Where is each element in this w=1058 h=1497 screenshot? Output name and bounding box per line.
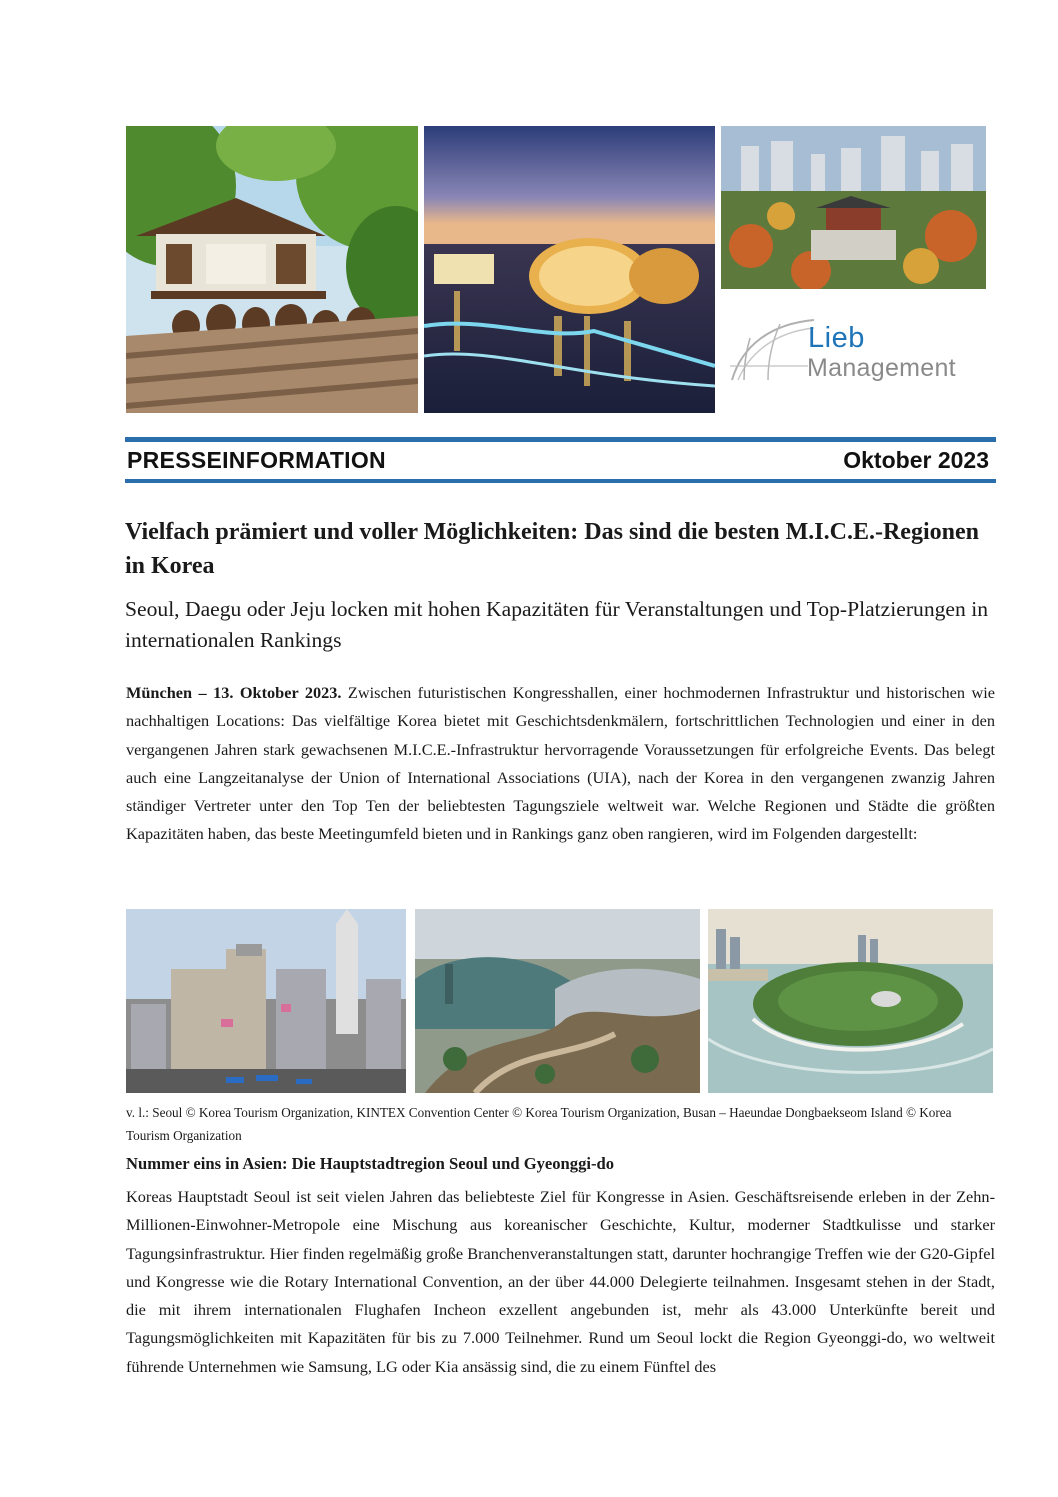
photo-hanok-house bbox=[126, 126, 418, 413]
dateline: München – 13. Oktober 2023. bbox=[126, 683, 342, 702]
intro-text: Zwischen futuristischen Kongresshallen, einer hochmodernen Infrastruktur und historischen wie nachhaltigen Locations: Das vielfältige Korea bietet mit Geschichtsdenkmälern, fortschrittlichen Technologien und einer in den vergangenen Jahren stark gewachsenen M.I.C.E.-Infrastruktur hervorragende Voraussetzungen für erfolgreiche Events. Das belegt auch eine Langzeitanalyse der Union of International Associations (UIA), nach der Korea in den vergangenen zwanzig Jahren ständiger Vertreter unter den Top Ten der beliebtesten Tagungsziele weltweit war. Welche Regionen und Städte die größten Kapazitäten haben, das beste Meetingumfeld bieten und in Rankings ganz oben rangieren, wird im Folgenden dargestellt: bbox=[126, 683, 995, 844]
photo-busan-dongbaekseom bbox=[708, 909, 993, 1093]
press-date: Oktober 2023 bbox=[843, 447, 989, 473]
subheadline: Seoul, Daegu oder Jeju locken mit hohen Kapazitäten für Veranstaltungen und Top-Platzierungen in internationalen Rankings bbox=[125, 597, 989, 652]
photo-seoul-palace-city bbox=[721, 126, 986, 289]
globe-swoosh-icon bbox=[728, 316, 818, 382]
lieb-management-logo bbox=[728, 312, 990, 392]
section-heading: Nummer eins in Asien: Die Hauptstadtregion Seoul und Gyeonggi-do bbox=[126, 1154, 615, 1173]
photo-floating-island-night bbox=[424, 126, 715, 413]
header-rule-top bbox=[125, 437, 996, 442]
photo-seoul-street bbox=[126, 909, 406, 1093]
logo-text-lieb: Lieb bbox=[808, 322, 865, 354]
header-rule-bottom bbox=[125, 479, 996, 483]
photo-kintex-center bbox=[415, 909, 700, 1093]
press-label: PRESSEINFORMATION bbox=[127, 447, 386, 473]
logo-text-management: Management bbox=[807, 354, 956, 382]
headline: Vielfach prämiert und voller Möglichkeiten: Das sind die besten M.I.C.E.-Regionen in Korea bbox=[125, 519, 979, 579]
photo-caption: v. l.: Seoul © Korea Tourism Organization, KINTEX Convention Center © Korea Tourism Organization, Busan – Haeundae Dongbaekseom Island © Korea Tourism Organization bbox=[126, 1105, 952, 1143]
section-paragraph: Koreas Hauptstadt Seoul ist seit vielen Jahren das beliebteste Ziel für Kongresse in Asien. Geschäftsreisende erleben in der Zehn-Millionen-Einwohner-Metropole eine Mischung aus koreanischer Geschichte, Kultur, moderner Stadtkulisse und starker Tagungsinfrastruktur. Hier finden regelmäßig große Branchenveranstaltungen statt, darunter hochrangige Treffen wie der G20-Gipfel und Kongresse wie die Rotary International Convention, an der über 44.000 Delegierte teilnahmen. Insgesamt stehen in der Stadt, die mit ihrem internationalen Flughafen Incheon exzellent angebunden ist, mehr als 43.000 Unterkünfte bereit und Tagungsmöglichkeiten mit Kapazitäten für bis zu 7.000 Teilnehmer. Rund um Seoul lockt die Region Gyeonggi-do, wo weltweit führende Unternehmen wie Samsung, LG oder Kia ansässig sind, die zu einem Fünftel des bbox=[126, 1187, 995, 1376]
intro-paragraph bbox=[126, 679, 995, 849]
